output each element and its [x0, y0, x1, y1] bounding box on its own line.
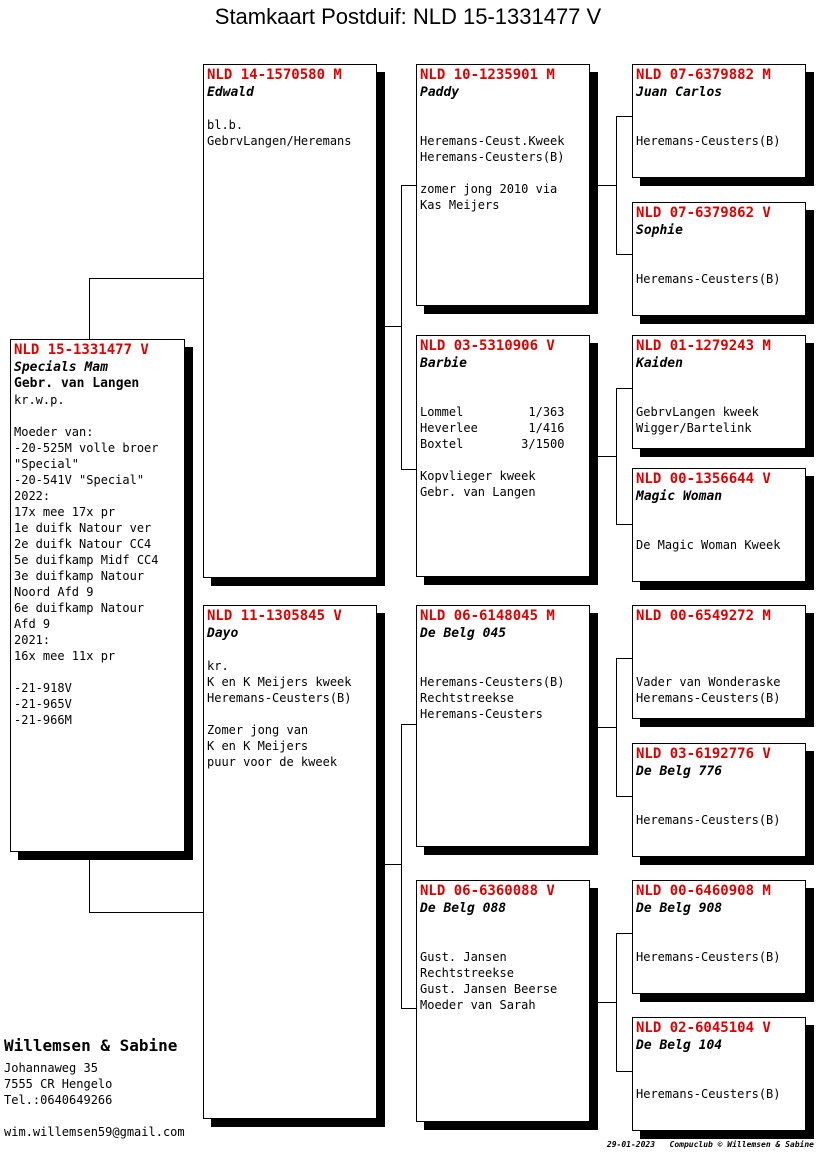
pigeon-name: Paddy — [420, 85, 460, 100]
pigeon-name: Specials Mam — [14, 360, 108, 375]
connector — [401, 724, 402, 1008]
breeder-street: Johannaweg 35 — [4, 1061, 98, 1075]
subject-card[interactable] — [10, 339, 185, 852]
pigeon-name: Edwald — [207, 85, 254, 100]
connector — [401, 469, 417, 470]
connector — [616, 116, 617, 254]
pigeon-notes: kr.w.p. Moeder van: -20-525M volle broer "Special" -20-541V "Special" 2022: 17x mee 17x pr 1e duifk Natour ver 2e duifk Natour CC4 5e duifkamp Midf CC4 3e duifkamp Natour Noord Afd 9 6e duifkamp Natour Afd 9 2021: 16x mee 11x pr -21-918V -21-965V -21-966M — [14, 393, 159, 727]
ring-number: NLD 00-1356644 V — [636, 471, 771, 487]
ring-number: NLD 03-5310906 V — [420, 338, 555, 354]
pigeon-name: De Belg 045 — [420, 626, 507, 641]
ring-number: NLD 15-1331477 V — [14, 342, 149, 358]
connector — [616, 254, 633, 255]
connector — [616, 658, 617, 796]
connector — [616, 1071, 633, 1072]
pigeon-name: Sophie — [636, 223, 683, 238]
breeder-phone: Tel.:0640649266 — [4, 1093, 113, 1107]
pigeon-name: Barbie — [420, 356, 467, 371]
connector — [616, 388, 617, 524]
connector — [616, 933, 633, 934]
breeder-city: 7555 CR Hengelo — [4, 1077, 113, 1091]
ring-number: NLD 10-1235901 M — [420, 67, 555, 83]
pigeon-notes: Heremans-Ceusters(B) — [636, 813, 781, 827]
connector — [616, 116, 633, 117]
paternal-grandfather-card[interactable] — [416, 64, 590, 306]
connector — [384, 326, 401, 327]
connector — [401, 1008, 417, 1009]
great-grandparent-card-mff[interactable] — [632, 605, 806, 719]
connector — [616, 524, 633, 525]
great-grandparent-card-mfm[interactable] — [632, 743, 806, 857]
connector — [597, 727, 616, 728]
pigeon-notes: Lommel 1/363 Heverlee 1/416 Boxtel 3/1500 Kopvlieger kweek Gebr. van Langen — [420, 405, 565, 499]
great-grandparent-card-fff[interactable] — [632, 64, 806, 178]
connector — [401, 724, 417, 725]
connector — [384, 864, 401, 865]
ring-number: NLD 00-6460908 M — [636, 883, 771, 899]
pigeon-name: De Belg 776 — [636, 764, 723, 779]
connector — [597, 456, 616, 457]
ring-number: NLD 14-1570580 M — [207, 67, 342, 83]
ring-number: NLD 07-6379882 M — [636, 67, 771, 83]
pigeon-notes: GebrvLangen kweek Wigger/Bartelink — [636, 405, 759, 435]
owner-name: Gebr. van Langen — [14, 376, 140, 391]
pigeon-notes: Heremans-Ceusters(B) — [636, 950, 781, 964]
pigeon-notes: Heremans-Ceusters(B) — [636, 1087, 781, 1101]
connector — [597, 1002, 616, 1003]
great-grandparent-card-fmm[interactable] — [632, 468, 806, 582]
connector — [89, 912, 204, 913]
ring-number: NLD 06-6360088 V — [420, 883, 555, 899]
pigeon-notes: Gust. Jansen Rechtstreekse Gust. Jansen Beerse Moeder van Sarah — [420, 950, 558, 1012]
breeder-email[interactable]: wim.willemsen59@gmail.com — [4, 1125, 185, 1139]
maternal-grandmother-card[interactable] — [416, 880, 590, 1122]
pigeon-notes: Vader van Wonderaske Heremans-Ceusters(B) — [636, 675, 781, 705]
pigeon-notes: bl.b. GebrvLangen/Heremans — [207, 118, 352, 148]
connector — [401, 185, 417, 186]
pigeon-notes: Heremans-Ceusters(B) — [636, 134, 781, 148]
ring-number: NLD 03-6192776 V — [636, 746, 771, 762]
ring-number: NLD 01-1279243 M — [636, 338, 771, 354]
connector — [89, 278, 90, 340]
pigeon-notes: Heremans-Ceusters(B) — [636, 272, 781, 286]
pigeon-name: Dayo — [207, 626, 239, 641]
pigeon-notes: kr. K en K Meijers kweek Heremans-Ceusters(B) Zomer jong van K en K Meijers puur voor de kweek — [207, 659, 352, 769]
connector — [616, 658, 633, 659]
pigeon-name — [636, 625, 802, 642]
breeder-name: Willemsen & Sabine — [4, 1036, 178, 1055]
connector — [89, 852, 90, 912]
ring-number: NLD 00-6549272 M — [636, 608, 771, 624]
ring-number: NLD 02-6045104 V — [636, 1020, 771, 1036]
connector — [616, 933, 617, 1071]
great-grandparent-card-mmm[interactable] — [632, 1017, 806, 1131]
pigeon-name: Kaiden — [636, 356, 683, 371]
great-grandparent-card-ffm[interactable] — [632, 202, 806, 316]
pigeon-notes: Heremans-Ceust.Kweek Heremans-Ceusters(B) zomer jong 2010 via Kas Meijers — [420, 134, 565, 212]
maternal-grandfather-card[interactable] — [416, 605, 590, 847]
pigeon-name: Juan Carlos — [636, 85, 723, 100]
ring-number: NLD 11-1305845 V — [207, 608, 342, 624]
pigeon-name: De Belg 088 — [420, 901, 507, 916]
pigeon-notes: De Magic Woman Kweek — [636, 538, 781, 552]
pigeon-name: De Belg 104 — [636, 1038, 723, 1053]
mother-card[interactable] — [203, 605, 377, 1119]
paternal-grandmother-card[interactable] — [416, 335, 590, 577]
connector — [89, 278, 204, 279]
footer-credit: 29-01-2023 Compuclub © Willemsen & Sabine — [606, 1140, 814, 1149]
pigeon-name: Magic Woman — [636, 489, 723, 504]
ring-number: NLD 07-6379862 V — [636, 205, 771, 221]
pigeon-name: De Belg 908 — [636, 901, 723, 916]
connector — [616, 796, 633, 797]
connector — [616, 388, 633, 389]
breeder-info — [4, 1036, 177, 1108]
page-title: Stamkaart Postduif: NLD 15-1331477 V — [214, 4, 602, 29]
great-grandparent-card-mmf[interactable] — [632, 880, 806, 994]
father-card[interactable] — [203, 64, 377, 578]
pigeon-notes: Heremans-Ceusters(B) Rechtstreekse Heremans-Ceusters — [420, 675, 565, 721]
ring-number: NLD 06-6148045 M — [420, 608, 555, 624]
connector — [597, 185, 616, 186]
great-grandparent-card-fmf[interactable] — [632, 335, 806, 449]
connector — [401, 185, 402, 469]
